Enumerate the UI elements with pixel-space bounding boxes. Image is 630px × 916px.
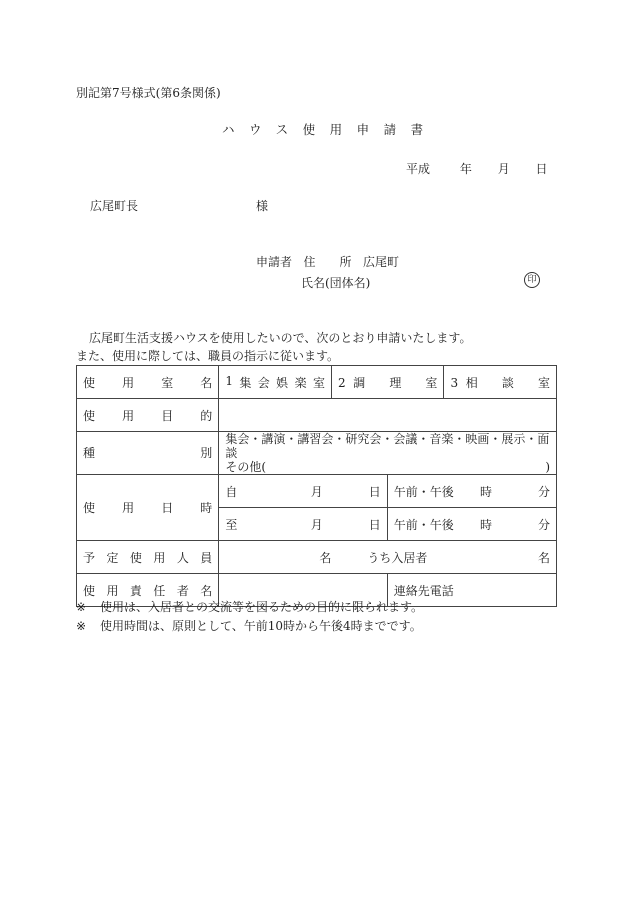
- from-time-field[interactable]: 午前・午後 時 分: [387, 475, 556, 508]
- kind-label: 種 別: [77, 432, 219, 475]
- residents-label: うち入居者: [367, 550, 428, 565]
- residents-unit: 名: [537, 550, 550, 565]
- date-day: 日: [535, 162, 548, 176]
- applicant-address: [256, 253, 399, 270]
- contact-label: 連絡先電話: [393, 583, 454, 598]
- intro-line-2: また、使用に際しては、職員の指示に従います。: [76, 349, 340, 363]
- applicant-label: 申請者: [256, 255, 293, 269]
- seal-icon: 印: [524, 272, 540, 288]
- to-date-field[interactable]: 至 月 日: [219, 508, 387, 541]
- date-era: 平成: [406, 162, 431, 176]
- from-date-field[interactable]: 自 月 日: [219, 475, 387, 508]
- note-mark: ※: [76, 600, 87, 614]
- applicant-name-label: 氏名(団体名): [301, 276, 371, 290]
- row-room: [77, 366, 557, 399]
- datetime-label: 使 用 日 時: [77, 475, 219, 541]
- address-label: 住 所: [303, 255, 352, 269]
- honorific: 様: [256, 199, 269, 213]
- row-datetime-from: [77, 475, 557, 508]
- row-people: [77, 541, 557, 574]
- document-title: ハウス使用申請書: [222, 122, 438, 137]
- room-option-3[interactable]: 3 相 談 室: [444, 366, 557, 399]
- kind-list: 集会・講演・講習会・研究会・会議・音楽・映画・展示・面談: [225, 432, 550, 460]
- form-identifier: 別記第7号様式(第6条関係): [76, 86, 221, 100]
- room-option-2[interactable]: 2 調 理 室: [331, 366, 443, 399]
- room-label: 使 用 室 名: [77, 366, 219, 399]
- purpose-field[interactable]: [219, 399, 557, 432]
- row-purpose: [77, 399, 557, 432]
- application-table: [76, 365, 557, 607]
- application-date: [406, 160, 548, 177]
- to-time-field[interactable]: 午前・午後 時 分: [387, 508, 556, 541]
- date-month: 月: [497, 162, 510, 176]
- addressee: 広尾町長: [90, 199, 139, 213]
- people-unit: 名: [319, 550, 332, 565]
- address-value[interactable]: 広尾町: [362, 255, 399, 269]
- note-1: ※ 使用は、入居者との交流等を図るための目的に限られます。: [76, 600, 424, 614]
- kind-other[interactable]: その他( ): [225, 460, 550, 474]
- row-kind: [77, 432, 557, 475]
- room-option-1[interactable]: 1 集 会 娯 楽 室: [219, 366, 332, 399]
- note-2: ※ 使用時間は、原則として、午前10時から午後4時までです。: [76, 619, 422, 633]
- people-label: 予 定 使 用 人 員: [77, 541, 219, 574]
- note-mark: ※: [76, 619, 87, 633]
- kind-options[interactable]: [219, 432, 557, 475]
- people-field[interactable]: [219, 541, 557, 574]
- date-year: 年: [459, 162, 472, 176]
- intro-line-1: 広尾町生活支援ハウスを使用したいので、次のとおり申請いたします。: [89, 331, 472, 345]
- manager-label: 使 用 責 任 者 名: [77, 574, 219, 607]
- purpose-label: 使 用 目 的: [77, 399, 219, 432]
